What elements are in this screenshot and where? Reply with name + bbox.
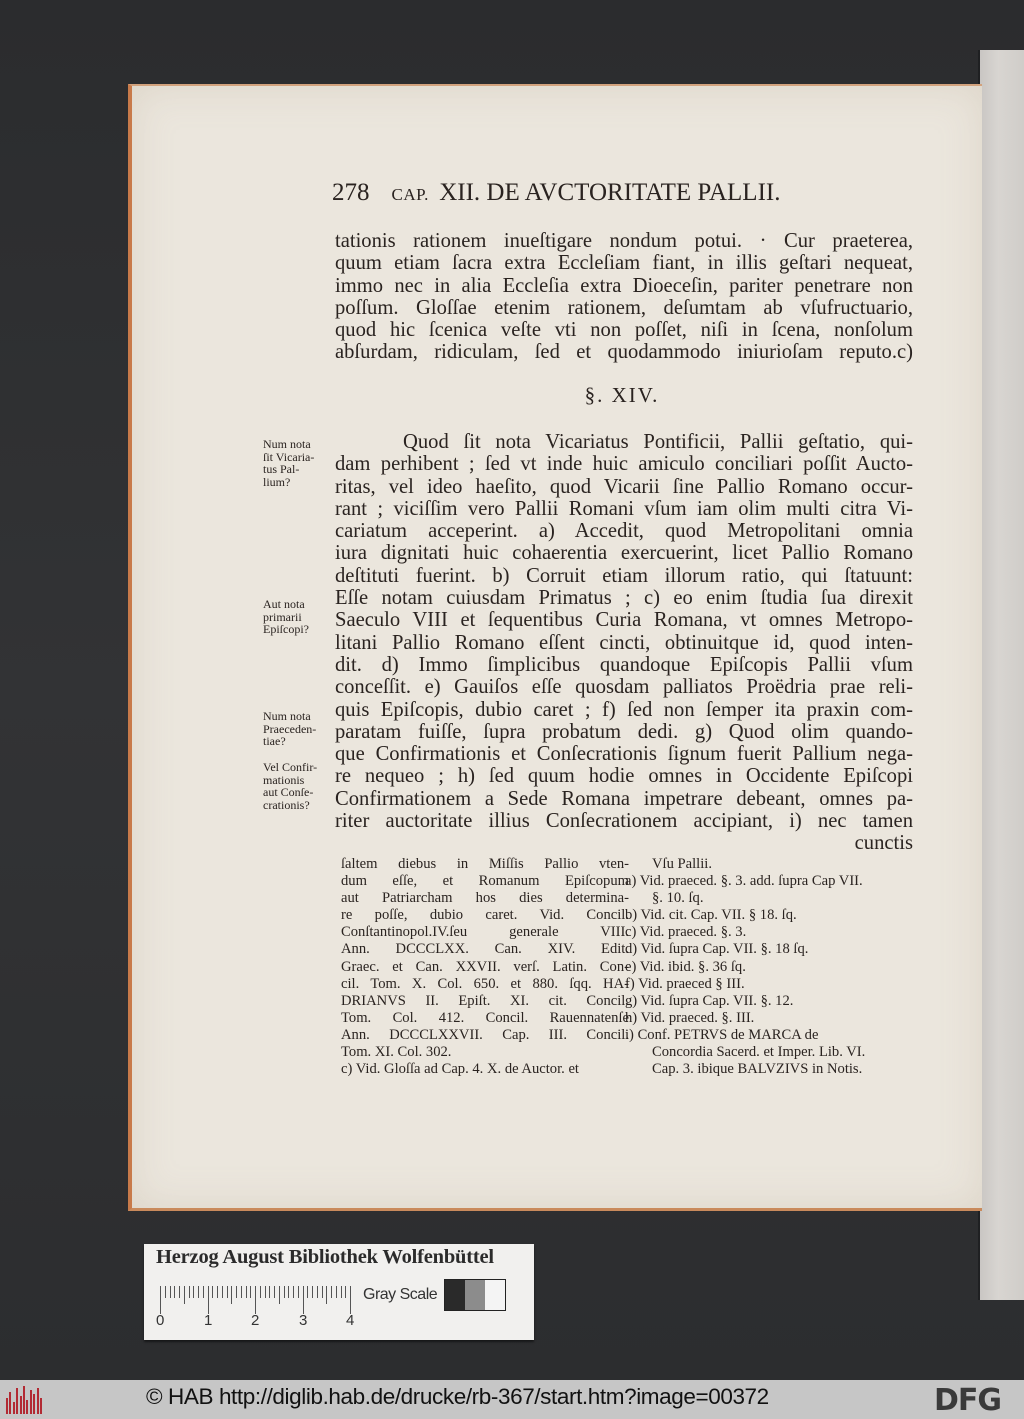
marginal-line: Num nota: [263, 709, 311, 723]
text-line: Confirmationem a Sede Romana impetrare debeant, omnes pa-: [335, 787, 913, 810]
marginal-line: tiae?: [263, 734, 286, 748]
text-line: Quod ſit nota Vicariatus Pontificii, Pallii geſtatio, qui-: [403, 431, 913, 453]
footnote-line: aut Patriarcham hos dies determina-: [341, 890, 629, 907]
catchword: cunctis: [854, 832, 913, 855]
logo-bar: [33, 1394, 35, 1414]
marginal-line: Aut nota: [263, 597, 305, 611]
ruler-tick: [184, 1286, 185, 1304]
adjacent-page-edge: [978, 50, 1024, 1300]
footnote-a: a) Vid. praeced. §. 3. add. ſupra Cap VII.: [625, 873, 863, 890]
footnote-h: h) Vid. praeced. §. III.: [625, 1009, 755, 1026]
footer-bar: [0, 1380, 1024, 1419]
footnote-line: Graec. et Can. XXVII. verſ. Latin. Con-: [341, 958, 629, 975]
ruler-number: 0: [156, 1312, 165, 1329]
ruler-tick: [227, 1286, 228, 1298]
ruler-tick: [288, 1286, 289, 1298]
text-line: Eſſe notam cuiusdam Primatus ; c) eo enim ſtudia ſua direxit: [335, 587, 913, 610]
footnote-g: g) Vid. ſupra Cap. VII. §. 12.: [625, 992, 794, 1009]
hab-logo-icon: [6, 1386, 46, 1414]
ruler-tick: [312, 1286, 313, 1298]
ruler-tick: [246, 1286, 247, 1298]
marginal-note: [263, 761, 331, 811]
ruler-tick: [217, 1286, 218, 1298]
text-line: paratam fuiſſe, ſupra probatum dedi. g) Quod olim quando-: [335, 720, 913, 743]
footnote-d: d) Vid. ſupra Cap. VII. §. 18 ſq.: [625, 941, 809, 958]
ruler-tick: [165, 1286, 166, 1298]
text-line: dit. d) Immo ſimplicibus quandoque Epiſcopis Pallii vſum: [335, 653, 913, 676]
ruler-tick: [298, 1286, 299, 1298]
text-line: que Confirmationis et Conſecrationis ſignum fuerit Pallium nega-: [335, 743, 913, 766]
text-line: quis Epiſcopis, dubio caret ; f) ſed non ſemper ita praxin com-: [335, 698, 913, 721]
logo-bar: [23, 1386, 25, 1414]
footnote-line: Tom. XI. Col. 302.: [341, 1044, 452, 1061]
footnote-line: DRIANVS II. Epiſt. XI. cit. Concil.: [341, 992, 629, 1009]
marginal-line: tus Pal-: [263, 462, 300, 476]
footnote-line: Ann. DCCCLXX. Can. XIV. Edit.: [341, 941, 629, 958]
logo-bar: [26, 1400, 28, 1414]
logo-bar: [37, 1388, 39, 1414]
marginal-note: [263, 710, 331, 748]
marginal-line: aut Conſe-: [263, 785, 314, 799]
swatch-dark: [445, 1280, 465, 1310]
gray-scale-label: Gray Scale: [363, 1286, 438, 1303]
ruler-tick: [345, 1286, 346, 1298]
footnote-line: Tom. Col. 412. Concil. Rauennatenſe: [341, 1009, 629, 1026]
text-line: dam perhibent ; ſed vt inde huic amiculo conciliari poſſit Aucto-: [335, 453, 913, 476]
ruler-tick: [236, 1286, 237, 1298]
book-page: [128, 84, 982, 1211]
ruler-tick: [203, 1286, 204, 1298]
swatch-light: [485, 1280, 505, 1310]
running-head-title: XII. DE AVCTORITATE PALLII.: [439, 179, 781, 206]
marginal-line: Vel Confir-: [263, 760, 318, 774]
ruler-tick: [231, 1286, 232, 1304]
logo-bar: [20, 1396, 22, 1414]
ruler-tick: [317, 1286, 318, 1298]
footnote-c: c) Vid. praeced. §. 3.: [625, 924, 747, 941]
ruler-tick: [293, 1286, 294, 1298]
text-line: conceſſit. e) Gauiſos eſſe quosdam palliatos Proëdria prae reli-: [335, 676, 913, 699]
marginal-line: crationis?: [263, 797, 310, 812]
ruler-tick: [260, 1286, 261, 1298]
footnote-line: cil. Tom. X. Col. 650. et 880. ſqq. HA-: [341, 975, 629, 992]
marginal-line: Num nota: [263, 437, 311, 451]
logo-bar: [13, 1402, 15, 1414]
ruler-tick: [265, 1286, 266, 1298]
marginal-line: Epiſcopi?: [263, 622, 309, 636]
ruler-tick: [307, 1286, 308, 1298]
ruler-tick: [322, 1286, 323, 1298]
ruler-tick: [274, 1286, 275, 1298]
ruler-tick: [336, 1286, 337, 1298]
marginal-note: [263, 598, 331, 636]
running-head: [332, 178, 892, 210]
ruler-tick: [350, 1286, 351, 1314]
ruler-tick: [160, 1286, 161, 1314]
marginal-note: [263, 438, 331, 488]
ruler-tick: [212, 1286, 213, 1298]
footnote-line: Concordia Sacerd. et Imper. Lib. VI.: [652, 1044, 866, 1061]
footnote-line: c) Vid. Gloſſa ad Cap. 4. X. de Auctor. et: [341, 1061, 579, 1078]
section-heading: §. XIV.: [584, 383, 660, 407]
ruler-tick: [341, 1286, 342, 1298]
ruler-tick: [284, 1286, 285, 1298]
ruler-number: 1: [204, 1312, 213, 1329]
library-name: Herzog August Bibliothek Wolfenbüttel: [156, 1246, 494, 1268]
logo-bar: [9, 1392, 11, 1414]
ruler-tick: [326, 1286, 327, 1304]
footnote-line: §. 10. ſq.: [652, 890, 704, 907]
ruler-tick: [208, 1286, 209, 1314]
footnote-line: ſaltem diebus in Miſſis Pallio vten-: [341, 856, 629, 872]
marginal-line: mationis: [263, 772, 305, 787]
text-line: riter auctoritate illius Conſecrationem accipiant, i) nec tamen: [335, 810, 913, 833]
ruler-tick: [303, 1286, 304, 1314]
text-line: Saeculo VIII et ſequentibus Curia Romana, vt omnes Metropo-: [335, 609, 913, 632]
footnote-line: re poſſe, dubio caret. Vid. Concil.: [341, 907, 629, 924]
ruler-tick: [193, 1286, 194, 1298]
footnote-line: Conſtantinopol.IV.ſeu generale VIII.: [341, 924, 629, 941]
copyright-link[interactable]: © HAB http://diglib.hab.de/drucke/rb-367/start.htm?image=00372: [146, 1384, 769, 1409]
ruler-tick: [189, 1286, 190, 1298]
text-line: litani Pallio Romano eſſent cincti, obtinuitque id, quod inten-: [335, 631, 913, 654]
marginal-line: Praeceden-: [263, 721, 317, 736]
marginal-line: ſit Vicaria-: [263, 449, 315, 464]
ruler-number: 2: [251, 1312, 260, 1329]
text-line: abſurdam, ridiculam, ſed et quodammodo iniurioſam reputo.c): [335, 341, 913, 364]
logo-bar: [40, 1398, 42, 1414]
logo-bar: [30, 1390, 32, 1414]
footnote-line: Ann. DCCCLXXVII. Cap. III. Concil.: [341, 1026, 629, 1043]
ruler-tick: [269, 1286, 270, 1298]
ruler-tick: [331, 1286, 332, 1298]
footnote-i: i) Conf. PETRVS de MARCA de: [625, 1026, 819, 1043]
text-line: poſſum. Gloſſae etenim rationem, deſumtam ab vſufructuario,: [335, 296, 913, 319]
ruler-tick: [170, 1286, 171, 1298]
text-line: immo nec in alia Eccleſia extra Dioeceſin, pariter penetrare non: [335, 274, 913, 297]
text-line: deſtituti fuerint. b) Corruit etiam illorum ratio, qui ſtatuunt:: [335, 564, 913, 587]
color-chart-card: [144, 1244, 534, 1340]
ruler-tick: [241, 1286, 242, 1298]
ruler-tick: [174, 1286, 175, 1298]
marginal-line: lium?: [263, 474, 291, 489]
paragraph-continuation: [335, 230, 913, 364]
ruler-tick: [198, 1286, 199, 1298]
ruler-tick: [250, 1286, 251, 1298]
text-line: quum etiam ſacra extra Eccleſiam fiant, in illis geſtari nequeat,: [335, 252, 913, 275]
swatch-mid: [465, 1280, 485, 1310]
marginal-line: primarii: [263, 609, 302, 624]
dfg-logo: DFG: [934, 1383, 1002, 1418]
ruler-number: 3: [299, 1312, 308, 1329]
text-line: cariatum acceperint. a) Accedit, quod Metropolitani omnia: [335, 520, 913, 543]
logo-bar: [16, 1388, 18, 1414]
footnote-line: dum eſſe, et Romanum Epiſcopum: [341, 873, 629, 890]
text-line: ritas, vel ideo haeſito, quod Vicarii ſine Pallio Romano occur-: [335, 475, 913, 498]
text-line: quod hic ſcenica veſte vti non poſſet, niſi in ſcena, nonſolum: [335, 319, 913, 342]
footnotes-left-column: [341, 856, 629, 1078]
text-line: re nequeo ; h) ſed quum hodie omnes in Occidente Epiſcopi: [335, 765, 913, 788]
footnote-e: e) Vid. ibid. §. 36 ſq.: [625, 958, 746, 975]
ruler-tick: [179, 1286, 180, 1298]
gray-scale-swatches: [444, 1279, 506, 1311]
text-line: tationis rationem inueſtigare nondum potui. · Cur praeterea,: [335, 230, 913, 252]
logo-bar: [6, 1398, 8, 1414]
footnote-line: Vſu Pallii.: [652, 856, 712, 872]
text-line: rant ; viciſſim vero Pallii Romani vſum iam olim multi citra Vi-: [335, 497, 913, 520]
ruler-tick: [255, 1286, 256, 1314]
footnote-line: Cap. 3. ibique BALVZIVS in Notis.: [652, 1061, 863, 1078]
text-line: iura dignitati huic cohaerentia exercuerint, licet Pallio Romano: [335, 542, 913, 565]
page-number: 278: [332, 179, 370, 206]
running-head-cap: CAP.: [391, 185, 429, 204]
footnotes-right-column: [625, 856, 917, 1078]
ruler-number: 4: [346, 1312, 355, 1329]
footnote-f: f) Vid. praeced § III.: [625, 975, 745, 992]
ruler-tick: [279, 1286, 280, 1304]
footnote-b: b) Vid. cit. Cap. VII. § 18. ſq.: [625, 907, 797, 924]
paragraph-section-xiv: [335, 431, 913, 855]
ruler-tick: [222, 1286, 223, 1298]
